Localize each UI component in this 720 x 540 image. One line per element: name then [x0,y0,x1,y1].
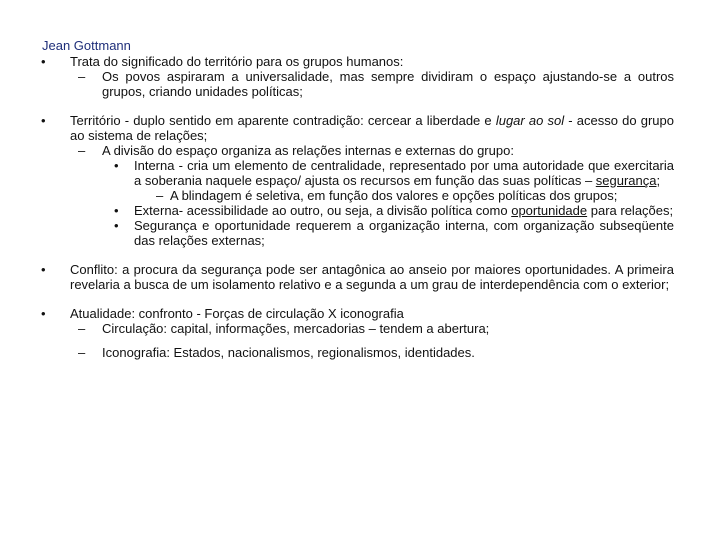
bullet-marker: • [114,218,119,233]
item-text-b: para relações; [587,203,674,218]
bullet-conflito [42,262,674,292]
dash-marker: – [156,188,164,203]
bullet-significado [42,54,674,69]
bullet-territorio [42,113,674,143]
dash-marker: – [78,69,86,84]
bullet-text-b: - acesso do grupo ao sistema de relações; [70,113,674,143]
bullet-text: Conflito: a procura da segurança pode ser antagônica ao anseio por maiores oportunidades. A primeira revelaria a busca de um isolamento relativo e a segunda a um grau de interdependência com o exterior; [70,262,674,292]
bullet-marker: • [41,306,46,321]
bullet-marker: • [41,54,46,69]
bullet-text-a: Território - duplo sentido em aparente contradição: cercear a liberdade e [70,113,496,128]
sub-sub-item-externa [42,203,674,218]
sub-item-text: Circulação: capital, informações, mercadorias – tendem a abertura; [102,321,490,336]
sub-item-povos [42,69,674,99]
item-text: Segurança e oportunidade requerem a organização interna, com organização subseqüente das relações externas; [134,218,674,248]
bullet-marker: • [41,262,46,277]
sub-item-text: Os povos aspiraram a universalidade, mas sempre dividiram o espaço ajustando-se a outros grupos, criando unidades políticas; [102,69,674,99]
bullet-marker: • [41,113,46,128]
bullet-text: Trata do significado do território para os grupos humanos: [70,54,404,69]
item-text-b: ; [656,173,661,188]
item-text-a: Interna - cria um elemento de centralidade, representado por uma autoridade que exercitaria a soberania naquele espaço/ ajusta os recursos em função das suas políticas – [134,158,674,188]
underlined-term: oportunidade [511,203,588,218]
slide-content [42,38,674,360]
bullet-atualidade [42,306,674,321]
sub-item-text: Iconografia: Estados, nacionalismos, regionalismos, identidades. [102,345,475,360]
sub-item-divisao [42,143,674,158]
dash-marker: – [78,345,86,360]
dash-marker: – [78,321,86,336]
dash-marker: – [78,143,86,158]
author-name: Jean Gottmann [42,38,131,53]
bullet-text: Atualidade: confronto - Forças de circulação X iconografia [70,306,404,321]
sub-item-iconografia [42,345,674,360]
sub-sub-sub-item-blindagem [42,188,674,203]
underlined-term: segurança [595,173,657,188]
bullet-marker: • [114,158,119,173]
sub-sub-item-seguranca [42,218,674,248]
sub-item-circulacao [42,321,674,336]
sub-item-text: A divisão do espaço organiza as relações internas e externas do grupo: [102,143,514,158]
sub-sub-item-interna [42,158,674,188]
item-text: A blindagem é seletiva, em função dos valores e opções políticas dos grupos; [170,188,618,203]
italic-term: lugar ao sol [495,113,565,128]
bullet-marker: • [114,203,119,218]
item-text-a: Externa- acessibilidade ao outro, ou seja, a divisão política como [134,203,512,218]
